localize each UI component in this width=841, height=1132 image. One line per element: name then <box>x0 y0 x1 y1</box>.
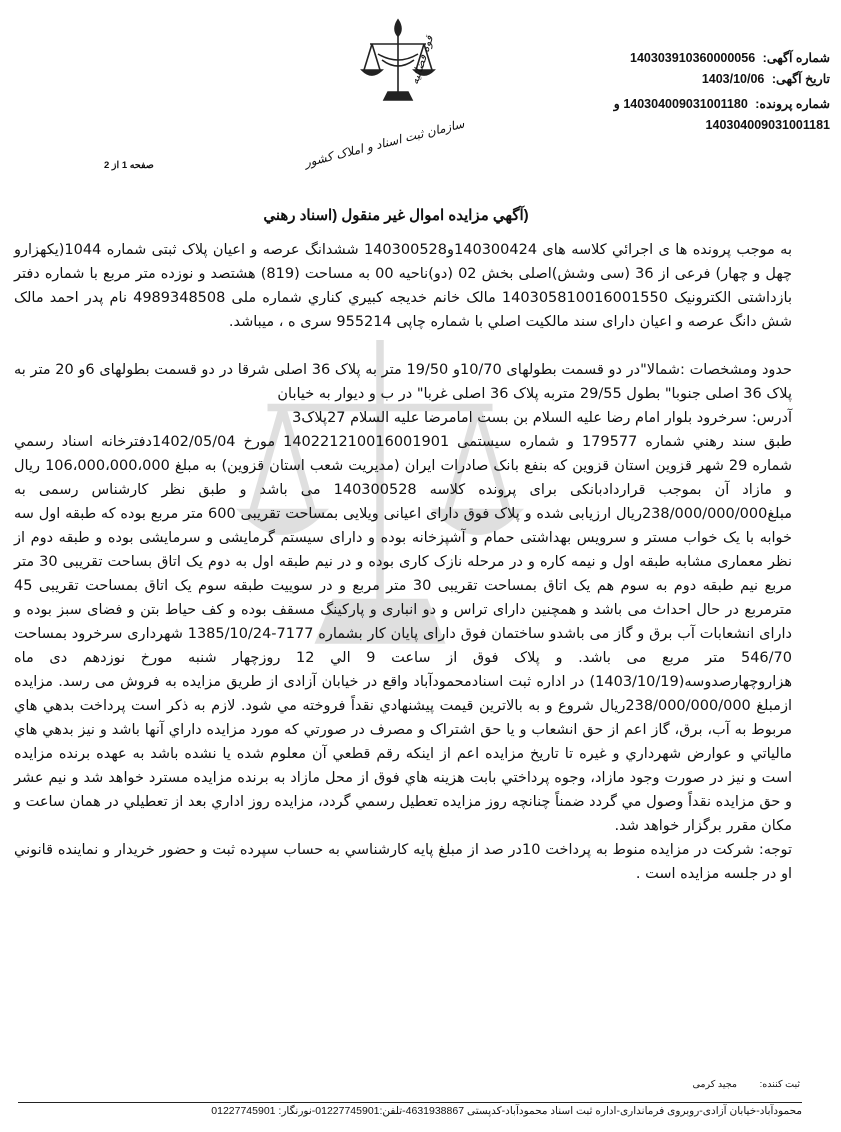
notice-title: (آگهي مزايده اموال غير منقول (اسناد رهني <box>263 207 529 224</box>
footer-divider <box>18 1102 802 1103</box>
footer-address: محمودآباد-خیابان آزادی-روبروی فرمانداری-اداره ثبت اسناد محمودآباد-کدپستی 4631938867-تلفن:01227745901-نورنگار: 01227745901 <box>211 1105 802 1117</box>
case-number-label: شماره پرونده: <box>755 97 830 111</box>
paragraph-address: آدرس: سرخرود بلوار امام رضا عليه السلام بن بست امامرضا عليه السلام 27پلاک3 <box>292 410 792 426</box>
page-indicator: صفحه 1 از 2 <box>104 160 154 171</box>
notice-date-row <box>560 69 830 90</box>
paragraph-details: طبق سند رهني شماره 179577 و شماره سيستمی 140221210016001901 مورخ 1402/05/04دفترخانه اسناد رسمي شماره 29 شهر قزوين استان قزوين که بنفع بانک صادرات ایران (مدیریت شعب استان قزوین) به مبلغ 106،000،000،000 ريال و مازاد آن بموجب قراردادبانکی برای پرونده کلاسه 140300528 می باشد و طبق نظر کارشناس رسمی به مبلغ238/000/000/000ريال ارزيابی شده و پلاک فوق دارای اعيانی ويلايی بمساحت تقريبی 600 متر مربع بوده که طبقه اول سه خوابه با يک خواب مستر و سرويس بهداشتی حمام و آشپزخانه بوده و دارای سيستم گرمايشی و سرمايشی بوده و طبقه دوم از نظر معماری مشابه طبقه اول و نيمه کاره و در مرحله نازک کاری بوده و در نيم طبقه اول به دوم يک اتاق بساحت تقريبی 30 متر مربع نيم طبقه دوم به سوم هم يک اتاق بمساحت تقريبی 30 متر مربع و در سوييت طبقه سوم يک اتاق بمساحت تقريبی 45 مترمربع در حال احداث می باشد و همچنين دارای تراس و دو انباری و پارکينگ مسقف بوده و کف حياط بتن و فضای سبز بوده و دارای انشعابات آب برق و گاز می باشدو ساختمان فوق دارای پايان کار بشماره 7177-1385/10/24 شهرداری سرخرود بمساحت 546/70 متر مربع می باشد. و پلاک فوق از ساعت 9 الي 12 روزچهار شنبه مورخ نوزدهم دی ماه هزاروچهارصدوسه(1403/10/19) در اداره ثبت اسنادمحمودآباد واقع در خيابان آزادی از طريق مزايده به فروش می رسد. مزايده ازمبلغ 238/000/000/000ريال شروع و به بالاترين قيمت پيشنهادي نقداً فروخته مي شود. لازم به ذکر است پرداخت بدهي هاي مربوط به آب، برق، گاز اعم از حق انشعاب و يا حق اشتراک و مصرف در صورتي که مورد مزايده داراي آنها باشد و نيز بدهي هاي مالياتي و عوارض شهرداري و غيره تا تاريخ مزايده اعم از اينکه رقم قطعي آن معلوم شده يا نشده باشد به عهده برنده مزايده است و نيز در صورت وجود مازاد، وجوه پرداختي بابت هزينه هاي فوق از محل مازاد به برنده مزايده مسترد خواهد شد و نيم عشر و حق مزايده نقداً وصول مي گردد ضمناً چنانچه روز مزايده تعطيل رسمي گردد، مزايده روز اداري بعد از تعطيلي در همان ساعت و مکان مقرر برگزار خواهد شد. <box>14 434 792 834</box>
notice-body <box>14 238 792 886</box>
paragraph-property: به موجب پرونده ها ی اجرائي کلاسه های 140300424و140300528 ششدانگ عرصه و اعيان پلاک ثبتی شماره 1044(يکهزارو چهل و چهار) فرعی از 36 (سی وشش)اصلی بخش 02 (دو)ناحيه 00 به مساحت (819) هشتصد و نوزده متر مربع با شماره دفتر بازداشتی الکترونيک 140305810016001550 مالک خانم خديجه کبيري کناري شماره ملی 4989348508 نام پدر احمد مالک شش دانگ عرصه و اعيان دارای سند مالکيت اصلي با شماره چاپی 955214 سری ه ، ميباشد. <box>14 242 792 330</box>
emblem-organization-text: سازمان ثبت اسناد و املاک کشور <box>303 116 466 170</box>
notice-number-row <box>560 48 830 69</box>
case-number-row <box>560 94 830 115</box>
judiciary-emblem <box>303 14 466 170</box>
case-number-1: 140304009031001180 <box>623 97 748 111</box>
emblem-judiciary-text: قوه قضائیه <box>408 33 437 87</box>
notice-metadata <box>560 48 830 136</box>
notice-date: 1403/10/06 <box>701 72 765 86</box>
paragraph-note: توجه: شرکت در مزايده منوط به پرداخت 10در صد از مبلغ پايه کارشناسي به حساب سپرده ثبت و حضور خريدار و نماينده قانوني او در جلسه مزايده است . <box>14 842 792 882</box>
paragraph-boundaries: حدود ومشخصات :شمالا"در دو قسمت بطولهای 10/70و 19/50 متر به پلاک 36 اصلی شرقا در دو قسمت بطولهای 6و 20 متر به پلاک 36 اصلی جنوبا" بطول 29/55 متربه پلاک 36 اصلی غربا" در ب و ديوار به خيابان <box>14 362 792 402</box>
registrar-name: مجید کرمی <box>692 1079 738 1090</box>
notice-number-label: شماره آگهی: <box>762 51 830 65</box>
notice-date-label: تاریخ آگهی: <box>771 72 830 86</box>
registrar <box>640 1079 800 1090</box>
case-number-2: 140304009031001181 <box>705 118 830 132</box>
case-number-row-2 <box>560 115 830 136</box>
registrar-label: ثبت کننده: <box>759 1079 800 1090</box>
notice-number: 140303910360000056 <box>630 51 756 65</box>
case-number-joiner: و <box>613 97 620 111</box>
